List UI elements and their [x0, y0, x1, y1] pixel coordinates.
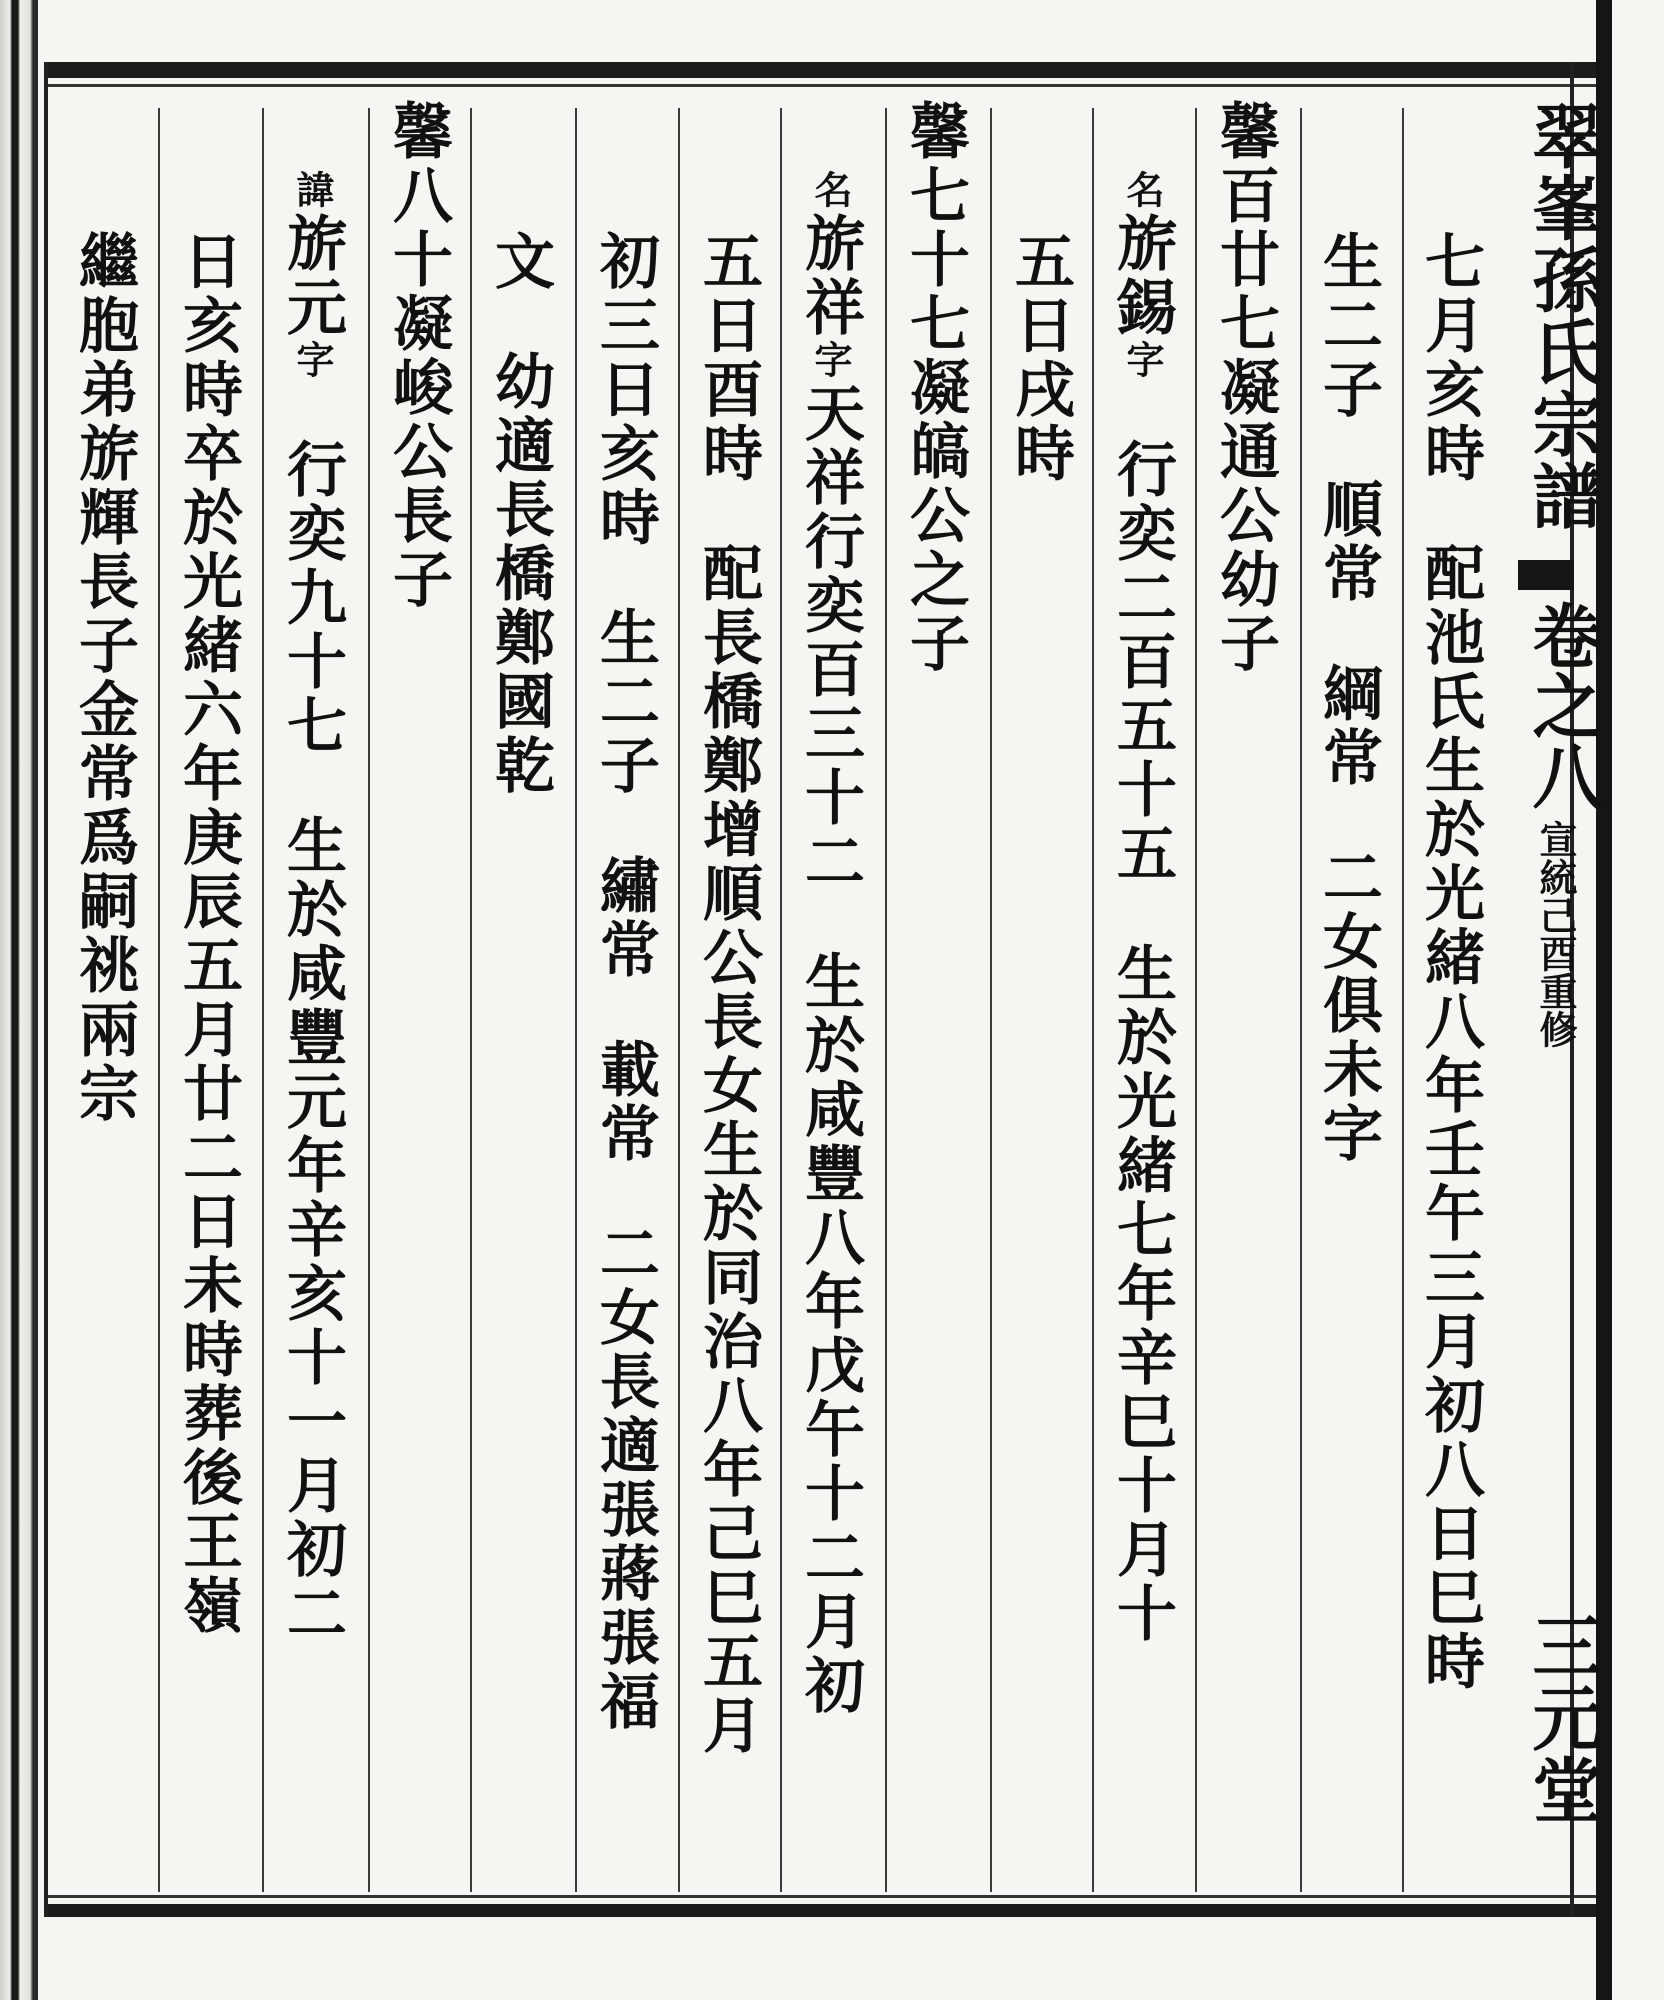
column-text: 幼適長橋鄭國乾 — [485, 350, 555, 798]
column-small-text: 諱 — [290, 170, 335, 212]
column-rule — [1300, 108, 1302, 1892]
column-rule — [678, 108, 680, 1892]
column-text: 馨八十凝峻公長子 — [383, 100, 453, 612]
column-text: 五日酉時 — [693, 230, 763, 486]
column-small-text: 字 — [1120, 340, 1165, 382]
column-text: 二女俱未字 — [1313, 846, 1383, 1166]
top-border-thin — [44, 84, 1604, 87]
column-text: 繡常 — [590, 854, 660, 982]
column-text: 生二子 — [1313, 230, 1383, 422]
book-binding-edge — [0, 0, 38, 2000]
column-text: 繼胞弟旂輝長子金常爲嗣祧兩宗 — [69, 230, 139, 1126]
column-text: 馨七十七凝皜公之子 — [900, 100, 970, 676]
column-rule — [885, 108, 887, 1892]
column-text: 旂祥 — [795, 212, 865, 340]
column-text: 旂錫 — [1107, 212, 1177, 340]
column-rule — [780, 108, 782, 1892]
text-column-12 — [277, 170, 347, 1646]
fishtail-mark — [1518, 560, 1574, 590]
column-rule — [575, 108, 577, 1892]
column-text: 生於咸豐元年辛亥十一月初二 — [277, 814, 347, 1646]
column-rule — [262, 108, 264, 1892]
column-text: 文 — [485, 230, 555, 294]
text-column-8 — [693, 230, 763, 1758]
text-column-5 — [1005, 230, 1075, 486]
column-rule — [470, 108, 472, 1892]
column-text: 生二子 — [590, 606, 660, 798]
column-rule — [990, 108, 992, 1892]
column-rule — [1092, 108, 1094, 1892]
text-column-1 — [1415, 230, 1485, 1694]
text-column-10 — [485, 230, 555, 798]
column-text: 初三日亥時 — [590, 230, 660, 550]
column-text: 天祥行奕百三十二 — [795, 382, 865, 894]
column-text: 旂元 — [277, 212, 347, 340]
column-text: 順常 — [1313, 478, 1383, 606]
column-text: 載常 — [590, 1038, 660, 1166]
column-text: 生於光緒七年辛巳十月十 — [1107, 942, 1177, 1646]
column-text: 二女長適張蔣張福 — [590, 1222, 660, 1734]
edition-label: 宣統己酉重修 — [1533, 820, 1578, 1048]
text-column-4 — [1107, 170, 1177, 1646]
column-text: 馨百廿七凝通公幼子 — [1210, 100, 1280, 676]
text-column-11 — [383, 100, 453, 612]
bottom-border-thin — [44, 1895, 1604, 1898]
column-small-text: 字 — [808, 340, 853, 382]
hall-name: 三元堂 — [1521, 1610, 1604, 1826]
column-text: 七月亥時 — [1415, 230, 1485, 486]
text-column-3 — [1210, 100, 1280, 676]
column-small-text: 字 — [290, 340, 335, 382]
text-column-9 — [590, 230, 660, 1734]
column-rule — [1195, 108, 1197, 1892]
column-text: 綱常 — [1313, 662, 1383, 790]
left-border — [44, 62, 48, 1917]
column-rule — [158, 108, 160, 1892]
text-column-2 — [1313, 230, 1383, 1166]
column-text: 五日戌時 — [1005, 230, 1075, 486]
column-small-text: 名 — [808, 170, 853, 212]
column-small-text: 名 — [1120, 170, 1165, 212]
text-column-6 — [900, 100, 970, 676]
column-text: 日亥時卒於光緒六年庚辰五月廿二日未時葬後王嶺 — [173, 230, 243, 1638]
volume-label: 卷之八 — [1521, 600, 1604, 810]
genealogy-title: 翠峯孫氏宗譜 — [1521, 100, 1604, 532]
top-border — [44, 62, 1604, 78]
column-text: 配池氏生於光緒八年壬午三月初八日巳時 — [1415, 542, 1485, 1694]
text-column-13 — [173, 230, 243, 1638]
column-text: 配長橋鄭增順公長女生於同治八年己巳五月 — [693, 542, 763, 1758]
column-rule — [1402, 108, 1404, 1892]
text-column-14 — [69, 230, 139, 1126]
column-rule — [368, 108, 370, 1892]
column-text: 生於咸豐八年戊午十二月初 — [795, 950, 865, 1718]
column-text: 行奕九十七 — [277, 438, 347, 758]
column-text: 行奕二百五十五 — [1107, 438, 1177, 886]
text-column-7 — [795, 170, 865, 1718]
bottom-border — [44, 1904, 1604, 1917]
